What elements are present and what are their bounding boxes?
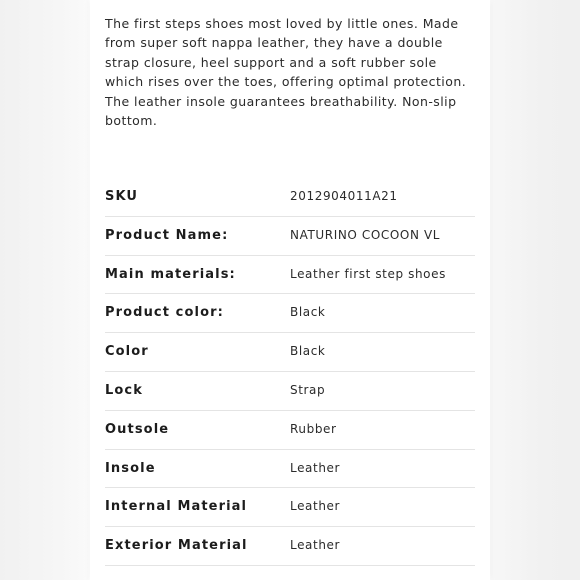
spec-label: Insole — [105, 460, 156, 476]
spec-label: Internal Material — [105, 499, 248, 515]
spec-label: Outsole — [105, 421, 170, 437]
spec-row-exterior-material — [105, 527, 475, 566]
spec-row-sku — [105, 178, 475, 217]
spec-value: NATURINO COCOON VL — [290, 227, 441, 242]
spec-row-color — [105, 333, 475, 372]
spec-value: Leather first step shoes — [290, 266, 446, 281]
spec-label: Product Name: — [105, 227, 229, 243]
spec-table — [105, 178, 475, 566]
spec-row-main-materials — [105, 256, 475, 295]
spec-value: Black — [290, 344, 326, 359]
product-description: The first steps shoes most loved by little ones. Made from super soft nappa leather, they have a double strap closure, heel support and a soft rubber sole which rises over the toes, offering optimal protection. The leather insole guarantees breathability. Non-slip bottom. — [105, 16, 467, 129]
spec-row-internal-material — [105, 488, 475, 527]
spec-label: Color — [105, 344, 149, 360]
spec-row-product-color — [105, 294, 475, 333]
spec-label: Product color: — [105, 305, 224, 321]
spec-value: Leather — [290, 460, 341, 475]
spec-row-insole — [105, 450, 475, 489]
spec-value: Leather — [290, 499, 341, 514]
spec-value: Strap — [290, 382, 326, 397]
spec-value: Rubber — [290, 421, 337, 436]
spec-row-outsole — [105, 411, 475, 450]
spec-row-product-name — [105, 217, 475, 256]
spec-label: Exterior Material — [105, 538, 248, 554]
spec-label: SKU — [105, 189, 139, 204]
spec-label: Lock — [105, 382, 143, 398]
spec-value: 2012904011A21 — [290, 189, 398, 203]
spec-value: Black — [290, 305, 326, 320]
spec-row-lock — [105, 372, 475, 411]
spec-value: Leather — [290, 538, 341, 553]
spec-label: Main materials: — [105, 266, 236, 282]
